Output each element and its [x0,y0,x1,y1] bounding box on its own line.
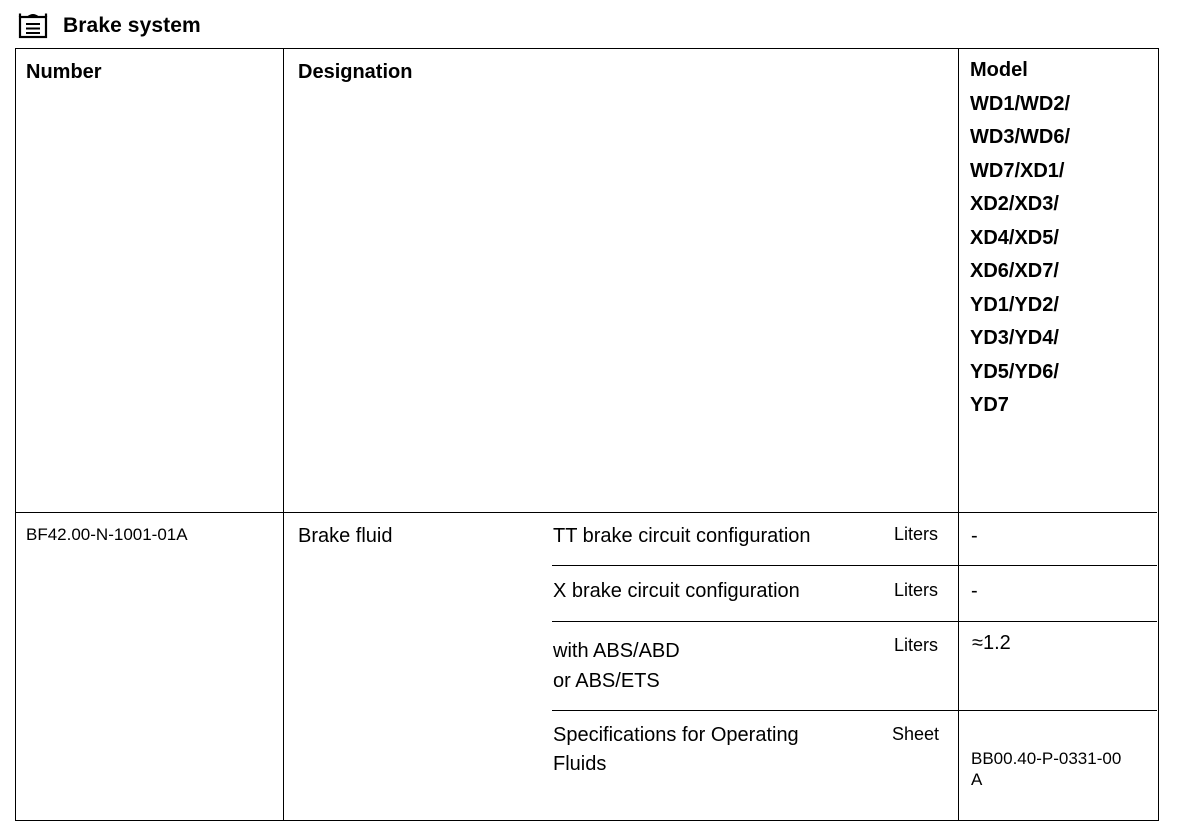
model-item: YD1/YD2/ [970,293,1059,316]
model-item: XD2/XD3/ [970,193,1059,215]
model-item: WD1/WD2/ [970,92,1070,115]
header-model [970,54,1070,423]
spec-row-2-description: X brake circuit configuration [553,580,800,602]
spec-row-2-value: - [971,580,978,602]
spec-row-3-unit: Liters [894,635,939,655]
spec-row-4-description-line: Fluids [553,753,607,775]
model-item: WD7/XD1/ [970,159,1065,182]
section-header [18,10,201,42]
header-designation: Designation [298,61,413,83]
spec-row-3-description-line: or ABS/ETS [553,670,660,692]
section-title: Brake system [63,14,201,37]
part-number: BF42.00-N-1001-01A [26,525,188,544]
row-divider-1 [552,565,1157,566]
spec-row-4-value-line: A [971,770,983,789]
spec-row-4-description-line: Specifications for Operating [553,724,799,746]
model-item: WD3/WD6/ [970,126,1070,148]
column-divider-1 [283,49,284,820]
model-item: XD4/XD5/ [970,226,1059,249]
model-item: YD7 [970,394,1009,416]
header-row-divider [16,512,1157,513]
service-manual-icon [18,13,48,39]
spec-row-2-unit: Liters [894,580,939,600]
spec-row-3-description-line: with ABS/ABD [553,640,680,662]
spec-row-3-value: ≈1.2 [972,632,1011,654]
spec-row-4-value [971,748,1121,790]
designation-value: Brake fluid [298,525,393,547]
data-table [15,48,1159,821]
spec-row-1-unit: Liters [894,524,939,544]
row-divider-2 [552,621,1157,622]
spec-row-1-value: - [971,525,978,547]
row-divider-3 [552,710,1157,711]
spec-row-4-value-line: BB00.40-P-0331-00 [971,749,1122,768]
spec-row-4-description [553,721,799,779]
model-label: Model [970,59,1028,81]
spec-row-4-unit: Sheet [892,724,940,744]
header-number: Number [26,61,102,83]
model-item: YD3/YD4/ [970,327,1059,349]
spec-row-3-description [553,636,680,696]
model-item: YD5/YD6/ [970,360,1059,383]
model-item: XD6/XD7/ [970,260,1059,282]
spec-row-1-description: TT brake circuit configuration [553,525,811,547]
column-divider-2 [958,49,959,820]
